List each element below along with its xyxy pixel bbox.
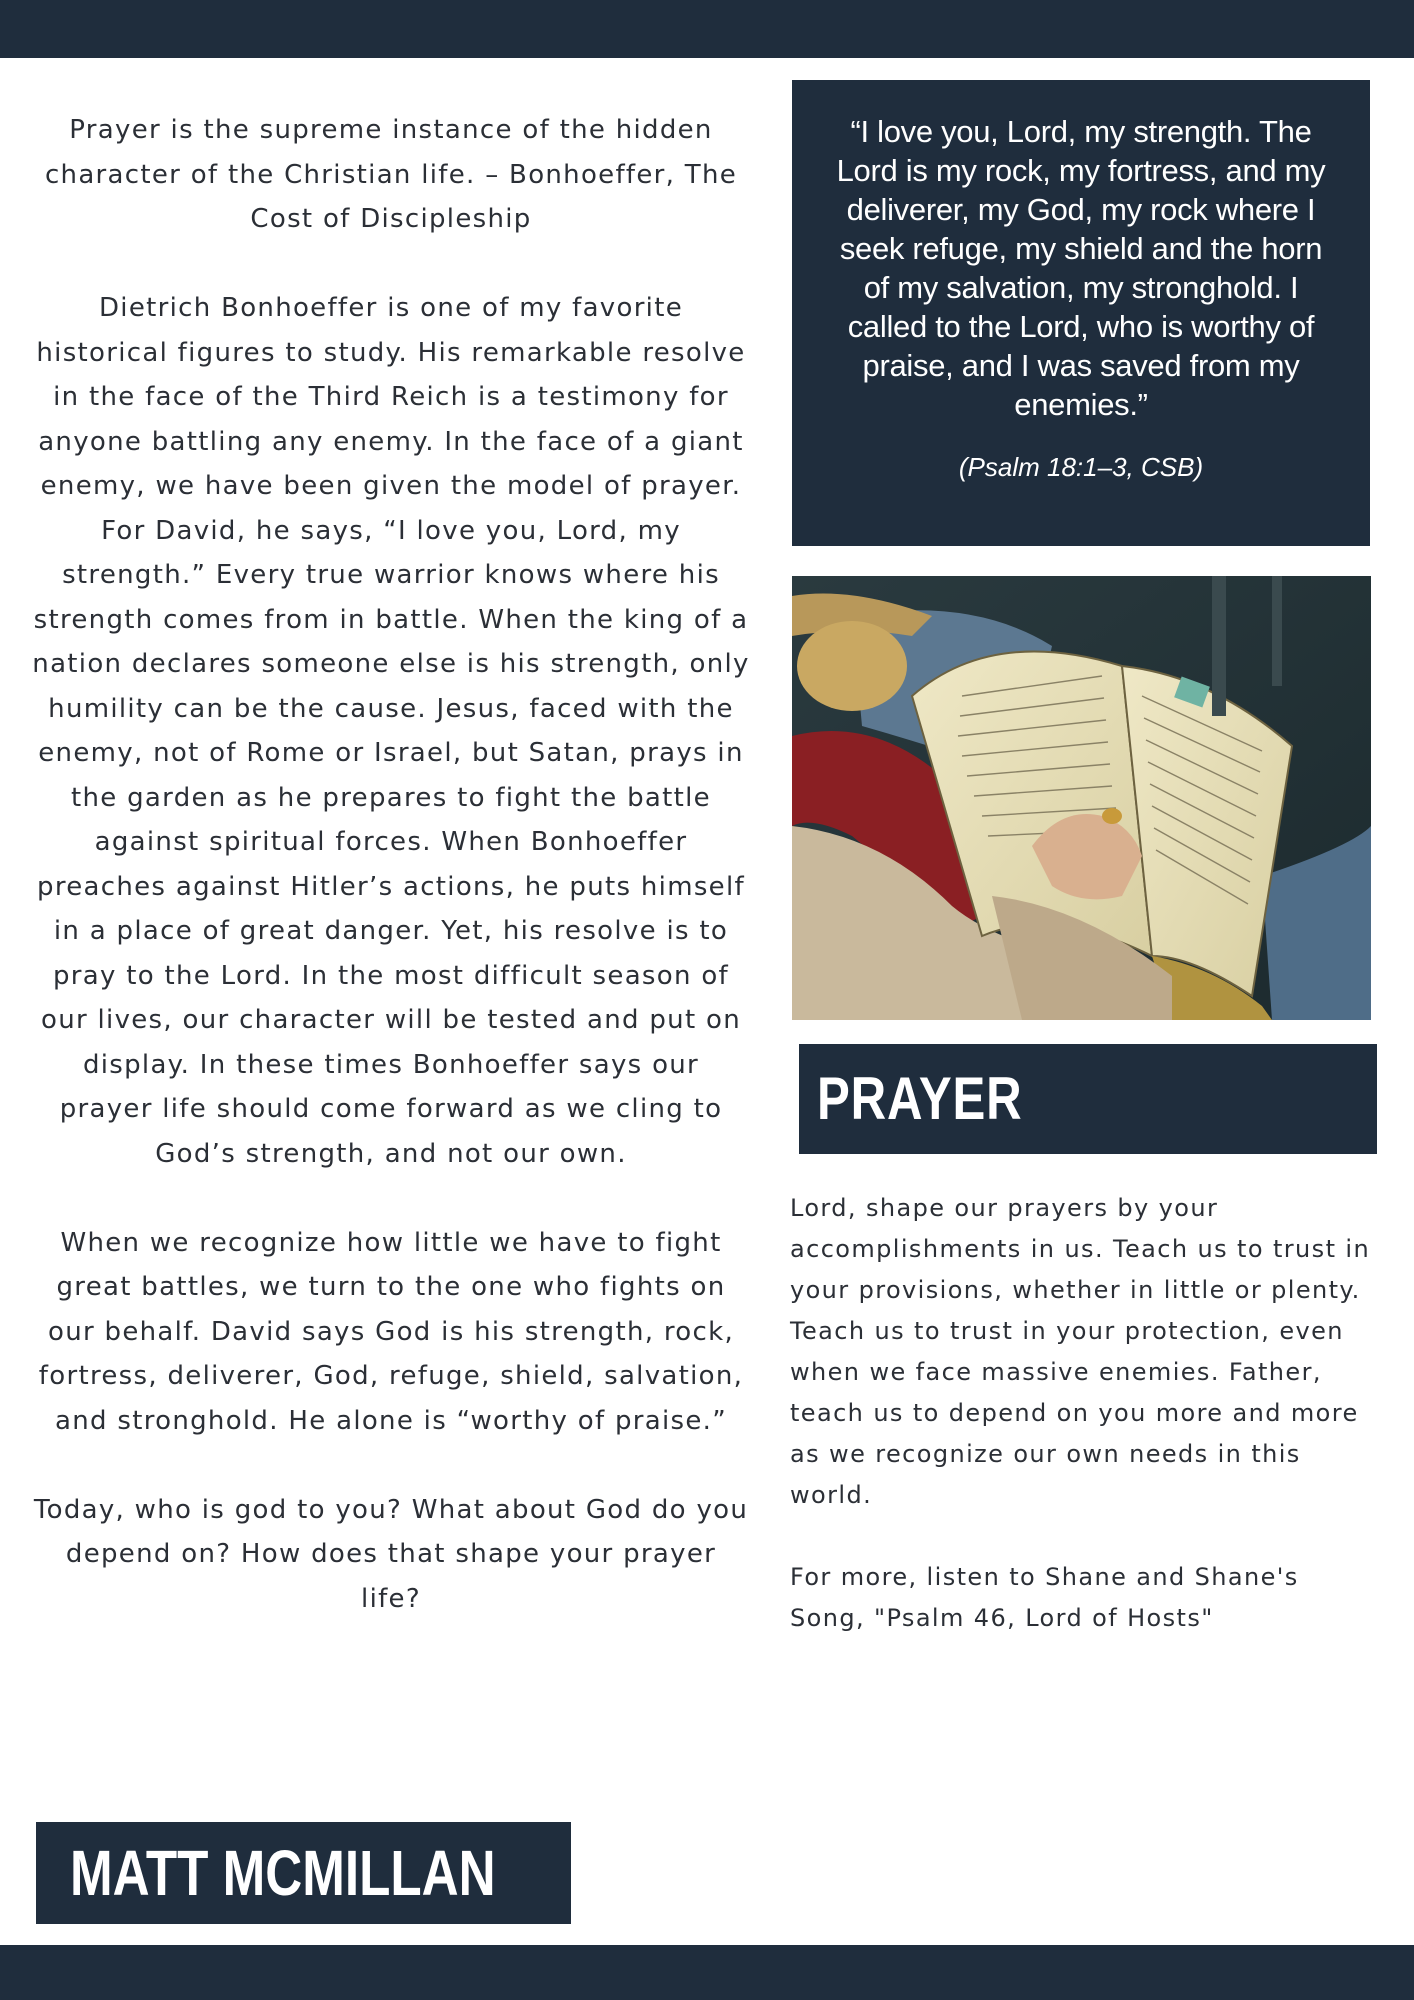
body-paragraph-2: When we recognize how little we have to fight great battles, we turn to the one who fights on our behalf. David says God is his strength, rock, fortress, deliverer, God, refuge, shield, salvation, and stronghold. He alone is “worthy of praise.” (38, 1227, 744, 1436)
prayer-heading-box (799, 1044, 1377, 1154)
bible-reading-photo (792, 576, 1371, 1020)
scripture-quote: “I love you, Lord, my strength. The Lord is my rock, my fortress, and my deliverer, my God, my rock where I seek refuge, my shield and the horn of my salvation, my stronghold. I called to the Lord, who is worthy of praise, and I was saved from my enemies.” (836, 114, 1326, 422)
epigraph: Prayer is the supreme instance of the hidden character of the Christian life. – Bonhoeffer, The Cost of Discipleship (44, 115, 738, 234)
song-recommendation: For more, listen to Shane and Shane's Song, "Psalm 46, Lord of Hosts" (790, 1563, 1299, 1632)
scripture-reference: (Psalm 18:1–3, CSB) (958, 452, 1204, 482)
top-banner (0, 0, 1414, 58)
body-paragraph-3: Today, who is god to you? What about God do you depend on? How does that shape your prayer life? (33, 1494, 749, 1614)
bottom-banner (0, 1945, 1414, 2000)
article-column (32, 108, 750, 1666)
prayer-text (790, 1188, 1380, 1680)
prayer-body: Lord, shape our prayers by your accomplishments in us. Teach us to trust in your provisions, whether in little or plenty. Teach us to trust in your protection, even when we face massive enemies. Father, teach us to depend on you more and more as we recognize our own needs in this world. (790, 1194, 1371, 1509)
scripture-quote-box (792, 80, 1370, 546)
author-name: MATT MCMILLAN (70, 1837, 496, 1909)
author-box (36, 1822, 571, 1924)
prayer-heading: PRAYER (817, 1065, 1023, 1132)
body-paragraph-1: Dietrich Bonhoeffer is one of my favorite historical figures to study. His remarkable resolve in the face of the Third Reich is a testimony for anyone battling any enemy. In the face of a giant enemy, we have been given the model of prayer. For David, he says, “I love you, Lord, my strength.” Every true warrior knows where his strength comes from in battle. When the king of a nation declares someone else is his strength, only humility can be the cause. Jesus, faced with the enemy, not of Rome or Israel, but Satan, prays in the garden as he prepares to fight the battle against spiritual forces. When Bonhoeffer preaches against Hitler’s actions, he puts himself in a place of great danger. Yet, his resolve is to pray to the Lord. In the most difficult season of our lives, our character will be tested and put on display. In these times Bonhoeffer says our prayer life should come forward as we cling to God’s strength, and not our own. (32, 293, 750, 1169)
